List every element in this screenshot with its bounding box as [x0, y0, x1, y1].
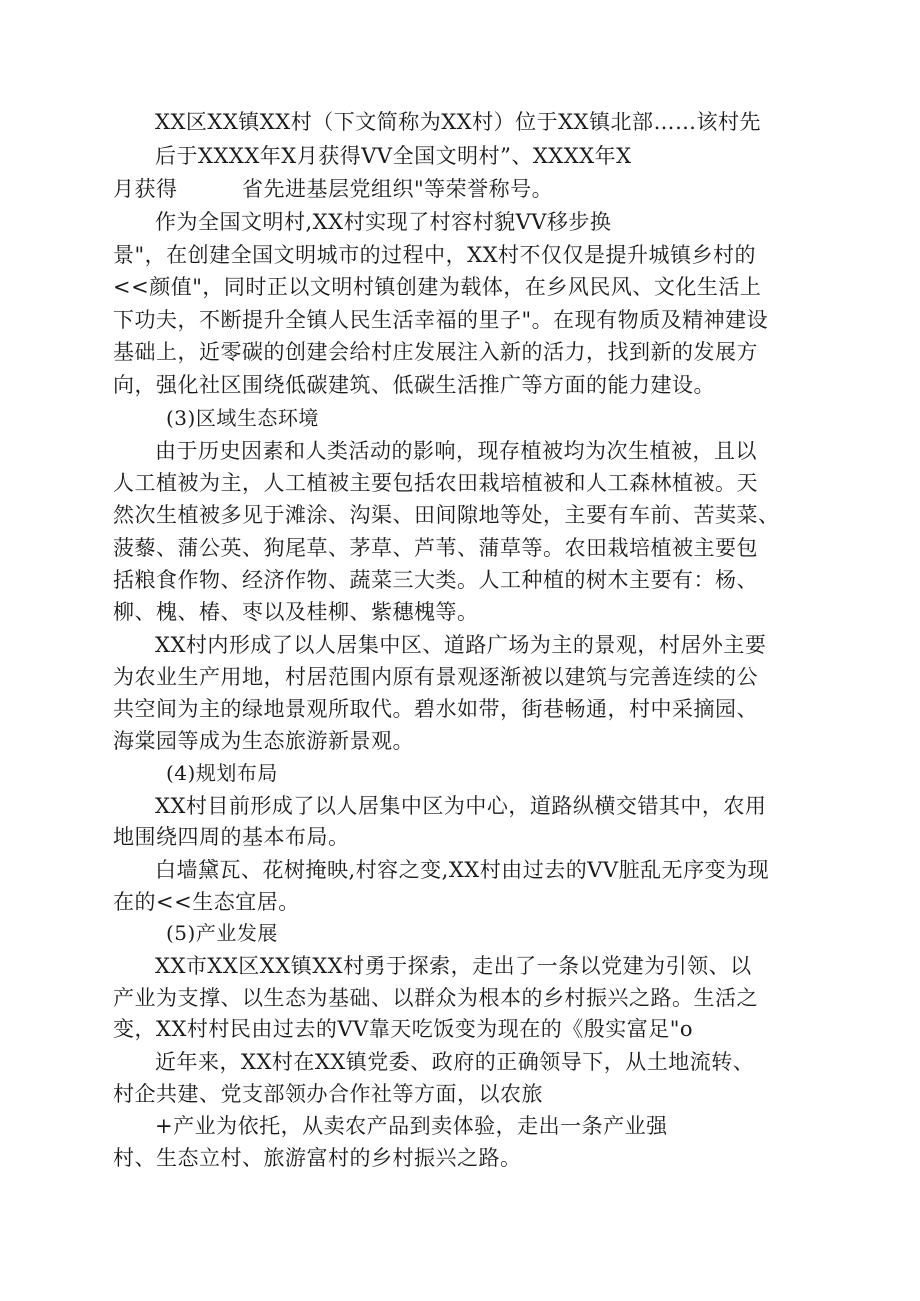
- text-line: 然次生植被多见于滩涂、沟渠、田间隙地等处，主要有车前、苦荬菜、: [113, 503, 780, 527]
- text-line: <<颜值"，同时正以文明村镇创建为载体，在乡风民风、文化生活上: [113, 275, 762, 299]
- text-line: 景"，在创建全国文明城市的过程中，XX村不仅仅是提升城镇乡村的: [113, 243, 757, 267]
- section-heading: (4)规划布局: [166, 761, 278, 785]
- text-line: 后于XXXX年X月获得VV全国文明村”、XXXX年X: [155, 144, 632, 168]
- text-line: 为农业生产用地，村居范围内原有景观逐渐被以建筑与完善连续的公: [113, 665, 758, 689]
- text-line: 基础上，近零碳的创建会给村庄发展注入新的活力，找到新的发展方: [113, 340, 758, 364]
- text-line: XX市XX区XX镇XX村勇于探索，走出了一条以党建为引领、以: [155, 954, 752, 978]
- text-line: 近年来，XX村在XX镇党委、政府的正确领导下，从土地流转、: [155, 1050, 755, 1074]
- section-heading: (5)产业发展: [166, 921, 278, 945]
- text-line: 月获得 省先进基层党组织"等荣誉称号。: [113, 177, 554, 201]
- text-line: 作为全国文明村,XX村实现了村容村貌VV移步换: [155, 210, 612, 234]
- text-line: 产业为支撑、以生态为基础、以群众为根本的乡村振兴之路。生活之: [113, 986, 758, 1010]
- text-line: +产业为依托，从卖农产品到卖体验，走出一条产业强: [155, 1114, 668, 1138]
- text-line: XX区XX镇XX村（下文简称为XX村）位于XX镇北部……该村先: [155, 110, 762, 134]
- text-line: 括粮食作物、经济作物、蔬菜三大类。人工种植的树木主要有：杨、: [113, 568, 758, 592]
- text-line: 由于历史因素和人类活动的影响，现存植被均为次生植被，且以: [155, 439, 757, 463]
- text-line: 村、生态立村、旅游富村的乡村振兴之路。: [113, 1146, 522, 1170]
- text-line: 变，XX村村民由过去的VV靠天吃饭变为现在的《殷实富足"o: [113, 1017, 694, 1041]
- text-line: 人工植被为主，人工植被主要包括农田栽培植被和人工森林植被。天: [113, 471, 758, 495]
- text-line: 海棠园等成为生态旅游新景观。: [113, 729, 414, 753]
- text-line: 柳、槐、椿、枣以及桂柳、紫穗槐等。: [113, 600, 479, 624]
- text-line: 村企共建、党支部领办合作社等方面，以农旅: [113, 1082, 543, 1106]
- text-line: 白墙黛瓦、花树掩映,村容之变,XX村由过去的VV脏乱无序变为现: [155, 858, 770, 882]
- text-line: 共空间为主的绿地景观所取代。碧水如带，街巷畅通，村中采摘园、: [113, 697, 758, 721]
- text-line: 在的<<生态宜居。: [113, 890, 300, 914]
- text-line: 地围绕四周的基本布局。: [113, 825, 350, 849]
- text-line: XX村目前形成了以人居集中区为中心，道路纵横交错其中，农用: [155, 794, 767, 818]
- text-line: 向，强化社区围绕低碳建筑、低碳生活推广等方面的能力建设。: [113, 373, 715, 397]
- text-line: XX村内形成了以人居集中区、道路广场为主的景观，村居外主要: [155, 633, 767, 657]
- text-line: 菠藜、蒲公英、狗尾草、茅草、芦苇、蒲草等。农田栽培植被主要包: [113, 536, 758, 560]
- text-line: 下功夫，不断提升全镇人民生活幸福的里子"。在现有物质及精神建设: [113, 308, 769, 332]
- section-heading: (3)区域生态环境: [166, 406, 319, 430]
